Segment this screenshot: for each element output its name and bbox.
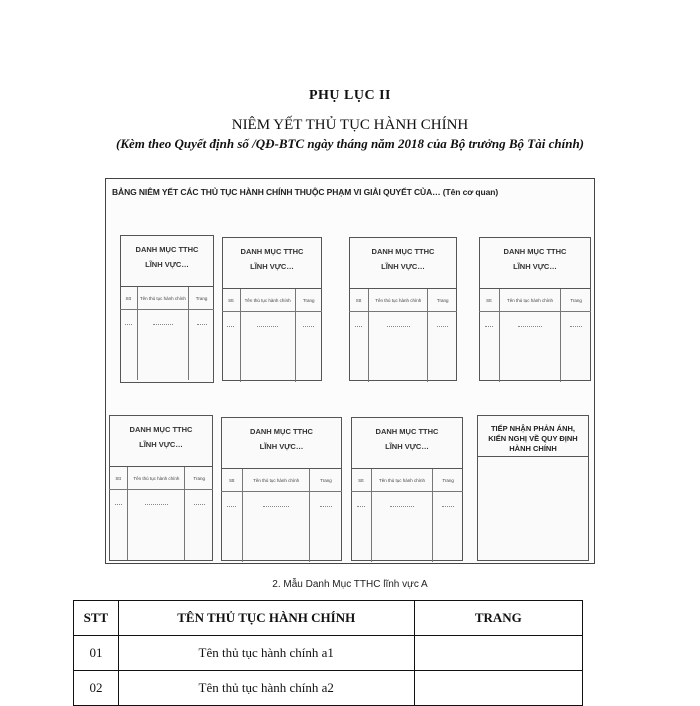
row-page [414,671,582,706]
col-name: Tên thủ tục hành chính [500,289,562,311]
col-name: Tên thủ tục hành chính [372,469,434,491]
col-stt: Stt [479,289,500,311]
card-field: LĨNH VỰC… [250,262,294,271]
header-stt: STT [74,601,119,636]
card-title: DANH MỤC TTHC [250,427,313,436]
table-row [74,636,583,671]
header-name: TÊN THỦ TỤC HÀNH CHÍNH [118,601,414,636]
category-card [222,237,322,381]
card-title: DANH MỤC TTHC [375,427,439,436]
row-stt: 01 [74,636,119,671]
header-page: TRANG [414,601,582,636]
appendix-title: PHỤ LỤC II [308,88,391,103]
card-title: DANH MỤC TTHC [371,247,435,256]
card-field: LĨNH VỰC… [381,262,425,271]
category-card [479,237,591,381]
card-field: LĨNH VỰC… [145,260,189,269]
card-title: DANH MỤC TTHC [503,247,567,256]
row-name: Tên thủ tục hành chính a1 [118,636,414,671]
col-page: Trang [320,477,332,483]
feedback-title: TIẾP NHẬN PHẢN ÁNH, KIẾN NGHỊ VỀ QUY ĐỊNH HÀNH CHÍNH [488,424,578,453]
col-name: Tên thủ tục hành chính [369,289,428,311]
col-page: Trang [195,295,208,301]
category-card [120,235,214,383]
notice-board-illustration [105,178,595,564]
procedures-table [73,600,583,706]
card-field: LĨNH VỰC… [385,442,429,451]
col-name: Tên thủ tục hành chính [138,287,190,309]
category-card [221,417,342,561]
col-page: Trang [302,297,315,303]
category-card [109,415,213,561]
category-card [349,237,457,381]
row-name: Tên thủ tục hành chính a2 [118,671,414,706]
col-stt: Stt [221,469,243,491]
card-title: DANH MỤC TTHC [129,425,193,434]
col-page: Trang [570,297,582,303]
board-header: BẢNG NIÊM YẾT CÁC THỦ TỤC HÀNH CHÍNH THUỘC PHẠM VI GIẢI QUYẾT CỦA… (Tên cơ quan) [112,187,499,197]
table-header-row [74,601,583,636]
card-field: LĨNH VỰC… [139,440,183,449]
table-row [74,671,583,706]
card-field: LĨNH VỰC… [513,262,557,271]
col-stt: Stt [222,289,241,311]
col-name: Tên thủ tục hành chính [241,289,296,311]
col-name: Tên thủ tục hành chính [128,467,185,489]
col-stt: Stt [351,469,372,491]
col-stt: Stt [120,287,138,309]
col-page: Trang [436,297,449,303]
col-stt: Stt [349,289,369,311]
document-title: NIÊM YẾT THỦ TỤC HÀNH CHÍNH [231,117,469,133]
feedback-card [477,415,589,561]
category-card [351,417,463,561]
col-stt: Stt [109,467,128,489]
table-caption: 2. Mẫu Danh Mục TTHC lĩnh vực A [272,579,428,590]
card-title: DANH MỤC TTHC [135,245,199,254]
card-field: LĨNH VỰC… [259,442,304,451]
col-page: Trang [193,475,206,481]
col-page: Trang [442,477,454,483]
row-stt: 02 [74,671,119,706]
row-page [414,636,582,671]
col-name: Tên thủ tục hành chính [243,469,309,491]
card-title: DANH MỤC TTHC [240,247,304,256]
document-subtitle: (Kèm theo Quyết định số /QĐ-BTC ngày tháng năm 2018 của Bộ trưởng Bộ Tài chính) [115,136,585,151]
